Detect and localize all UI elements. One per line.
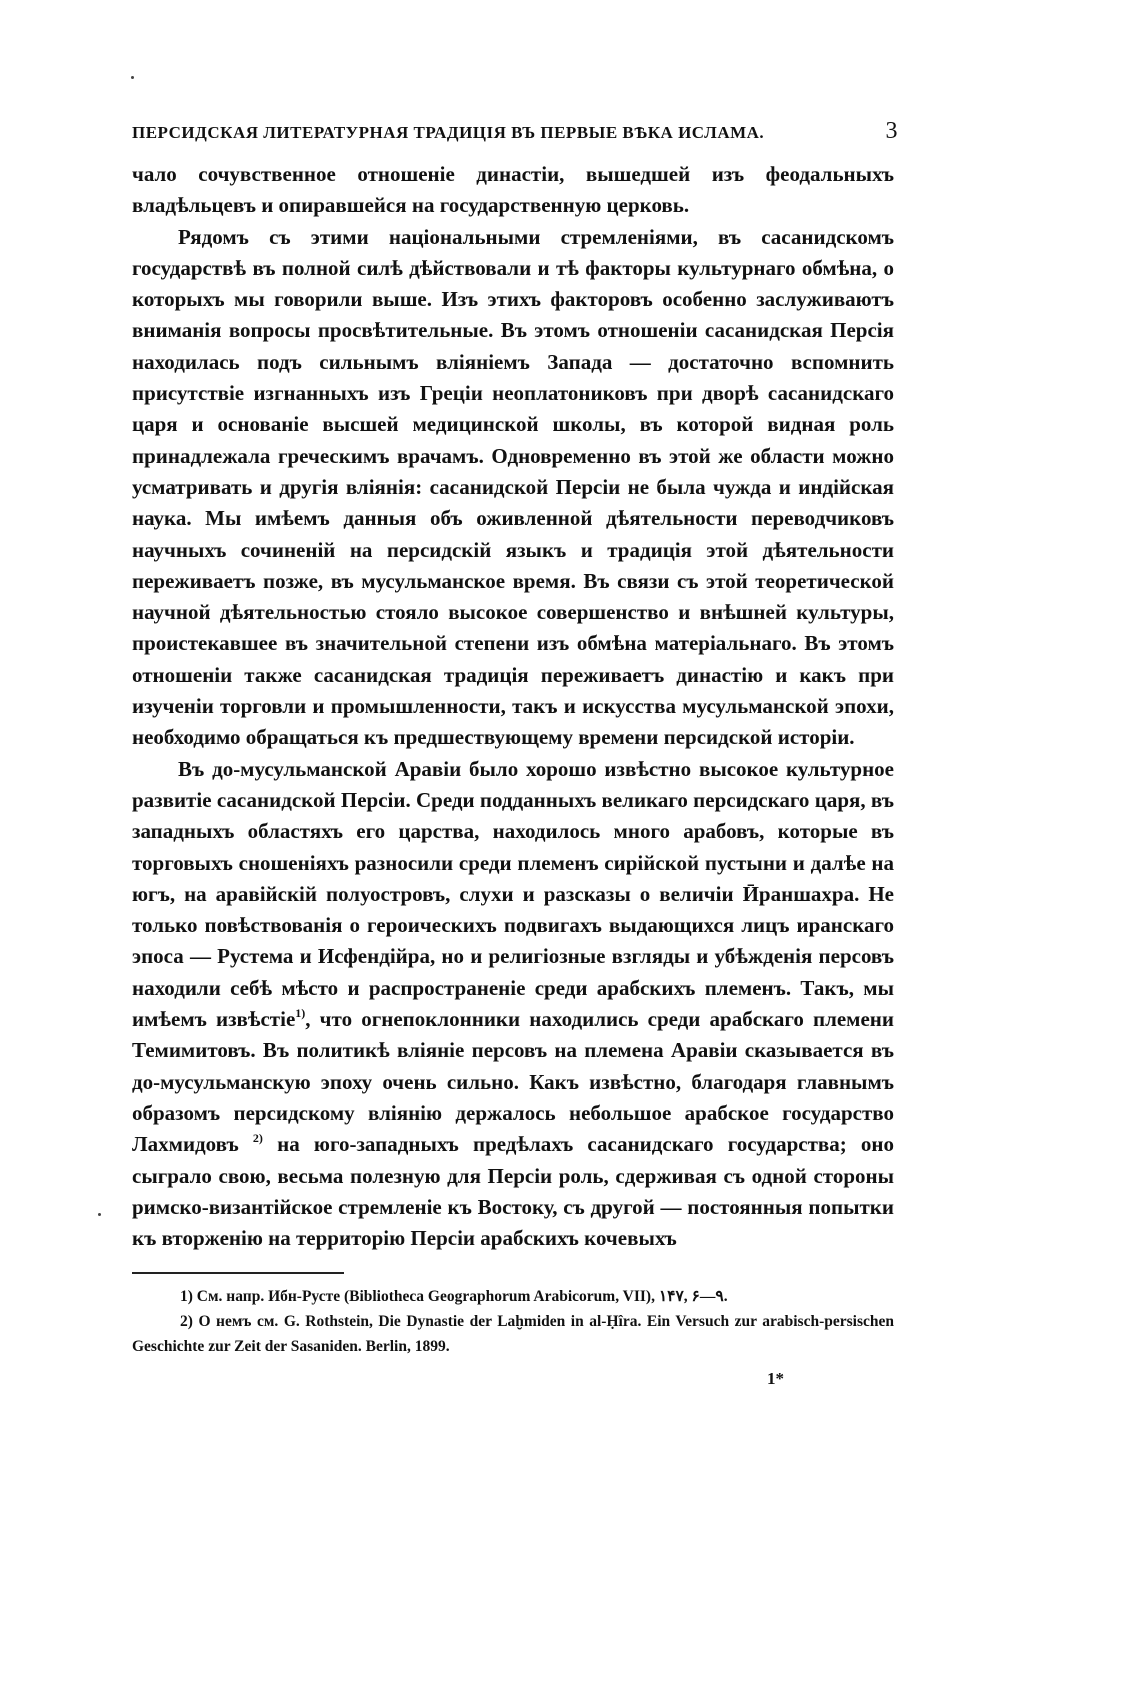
footnote-ref-1[interactable]: 1) [295, 1006, 306, 1021]
footnote-2: 2) О немъ см. G. Rothstein, Die Dynastie der Laḫmiden in al-Ḥîra. Ein Versuch zur arabisch-persischen Geschichte zur Zeit der Sasaniden. Berlin, 1899. [132, 1313, 894, 1356]
paragraph-text: на юго-западныхъ предѣлахъ сасанидскаго государства; оно сыграло свою, весьма полезную для Персіи роль, сдерживая съ одной стороны римско-византійское стремленіе къ Востоку, съ другой — постоянныя попытки къ вторженію на территорію Персіи арабскихъ кочевыхъ [132, 1132, 895, 1251]
signature-mark: 1* [767, 1369, 784, 1389]
footnote-ref-2[interactable]: 2) [252, 1131, 263, 1146]
running-head [132, 118, 898, 145]
running-title: ПЕРСИДСКАЯ ЛИТЕРАТУРНАЯ ТРАДИЦІЯ ВЪ ПЕРВЫЕ ВѢКА ИСЛАМА. [132, 123, 765, 142]
footnotes [132, 1284, 894, 1359]
paragraph: чало сочувственное отношеніе династіи, вышедшей изъ феодальныхъ владѣльцевъ и опиравшейся на государственную церковь. [132, 162, 894, 218]
paragraph [132, 754, 894, 1255]
footnote-divider [132, 1272, 344, 1274]
scan-speck [131, 76, 134, 79]
paragraph: Рядомъ съ этими національными стремленіями, въ сасанидскомъ государствѣ въ полной силѣ дѣйствовали и тѣ факторы культурнаго обмѣна, о которыхъ мы говорили выше. Изъ этихъ факторовъ особенно заслуживаютъ вниманія вопросы просвѣтительные. Въ этомъ отношеніи сасанидская Персія находилась подъ сильнымъ вліяніемъ Запада — достаточно вспомнить присутствіе изгнанныхъ изъ Грецiи неоплатониковъ при дворѣ сасанидскаго царя и основаніе высшей медицинской школы, въ которой видная роль принадлежала греческимъ врачамъ. Одновременно въ этой же области можно усматривать и другія вліянія: сасанидской Персіи не была чужда и индійская наука. Мы имѣемъ данныя объ оживленной дѣятельности переводчиковъ научныхъ сочиненій на персидскій языкъ и традиція этой дѣятельности переживаетъ позже, въ мусульманское время. Въ связи съ этой теоретической научной дѣятельностью стояло высокое совершенство и внѣшней культуры, проистекавшее въ значительной степени изъ обмѣна матеріальнаго. Въ этомъ отношеніи также сасанидская традиція переживаетъ династію и какъ при изученіи торговли и промышленности, такъ и искусства мусульманской эпохи, необходимо обращаться къ предшествующему времени персидской исторіи. [132, 224, 894, 750]
body-text [132, 159, 894, 1254]
scan-speck [98, 1213, 101, 1216]
paragraph-text: , что огнепоклонники находились среди арабскаго племени Темимитовъ. Въ политикѣ вліяніе персовъ на племена Аравіи сказывается въ до-мусульманскую эпоху очень сильно. Какъ извѣстно, благодаря главнымъ образомъ персидскому вліянію держалось небольшое арабское государство Лахмидовъ [132, 1007, 894, 1157]
footnote-1: 1) См. напр. Ибн-Русте (Bibliotheca Geographorum Arabicorum, VII), ۱۴۷, ۶—۹. [180, 1288, 728, 1306]
page-number: 3 [885, 118, 898, 144]
paragraph-text: Въ до-мусульманской Аравіи было хорошо извѣстно высокое культурное развитіе сасанидской Персіи. Среди подданныхъ великаго персидскаго царя, въ западныхъ областяхъ его царства, находилось много арабовъ, которые въ торговыхъ сношеніяхъ разносили среди племенъ сирійской пустыни и далѣе на югъ, на аравійскій полуостровъ, слухи и разсказы о величіи Ӣраншахра. Не только повѣствованія о героическихъ подвигахъ выдающихся лицъ иранскаго эпоса — Рустема и Исфендійра, но и религіозные взгляды и убѣжденія персовъ находили себѣ мѣсто и распространеніе среди арабскихъ племенъ. Такъ, мы имѣемъ извѣстіе [132, 756, 894, 1032]
page [132, 118, 898, 1389]
